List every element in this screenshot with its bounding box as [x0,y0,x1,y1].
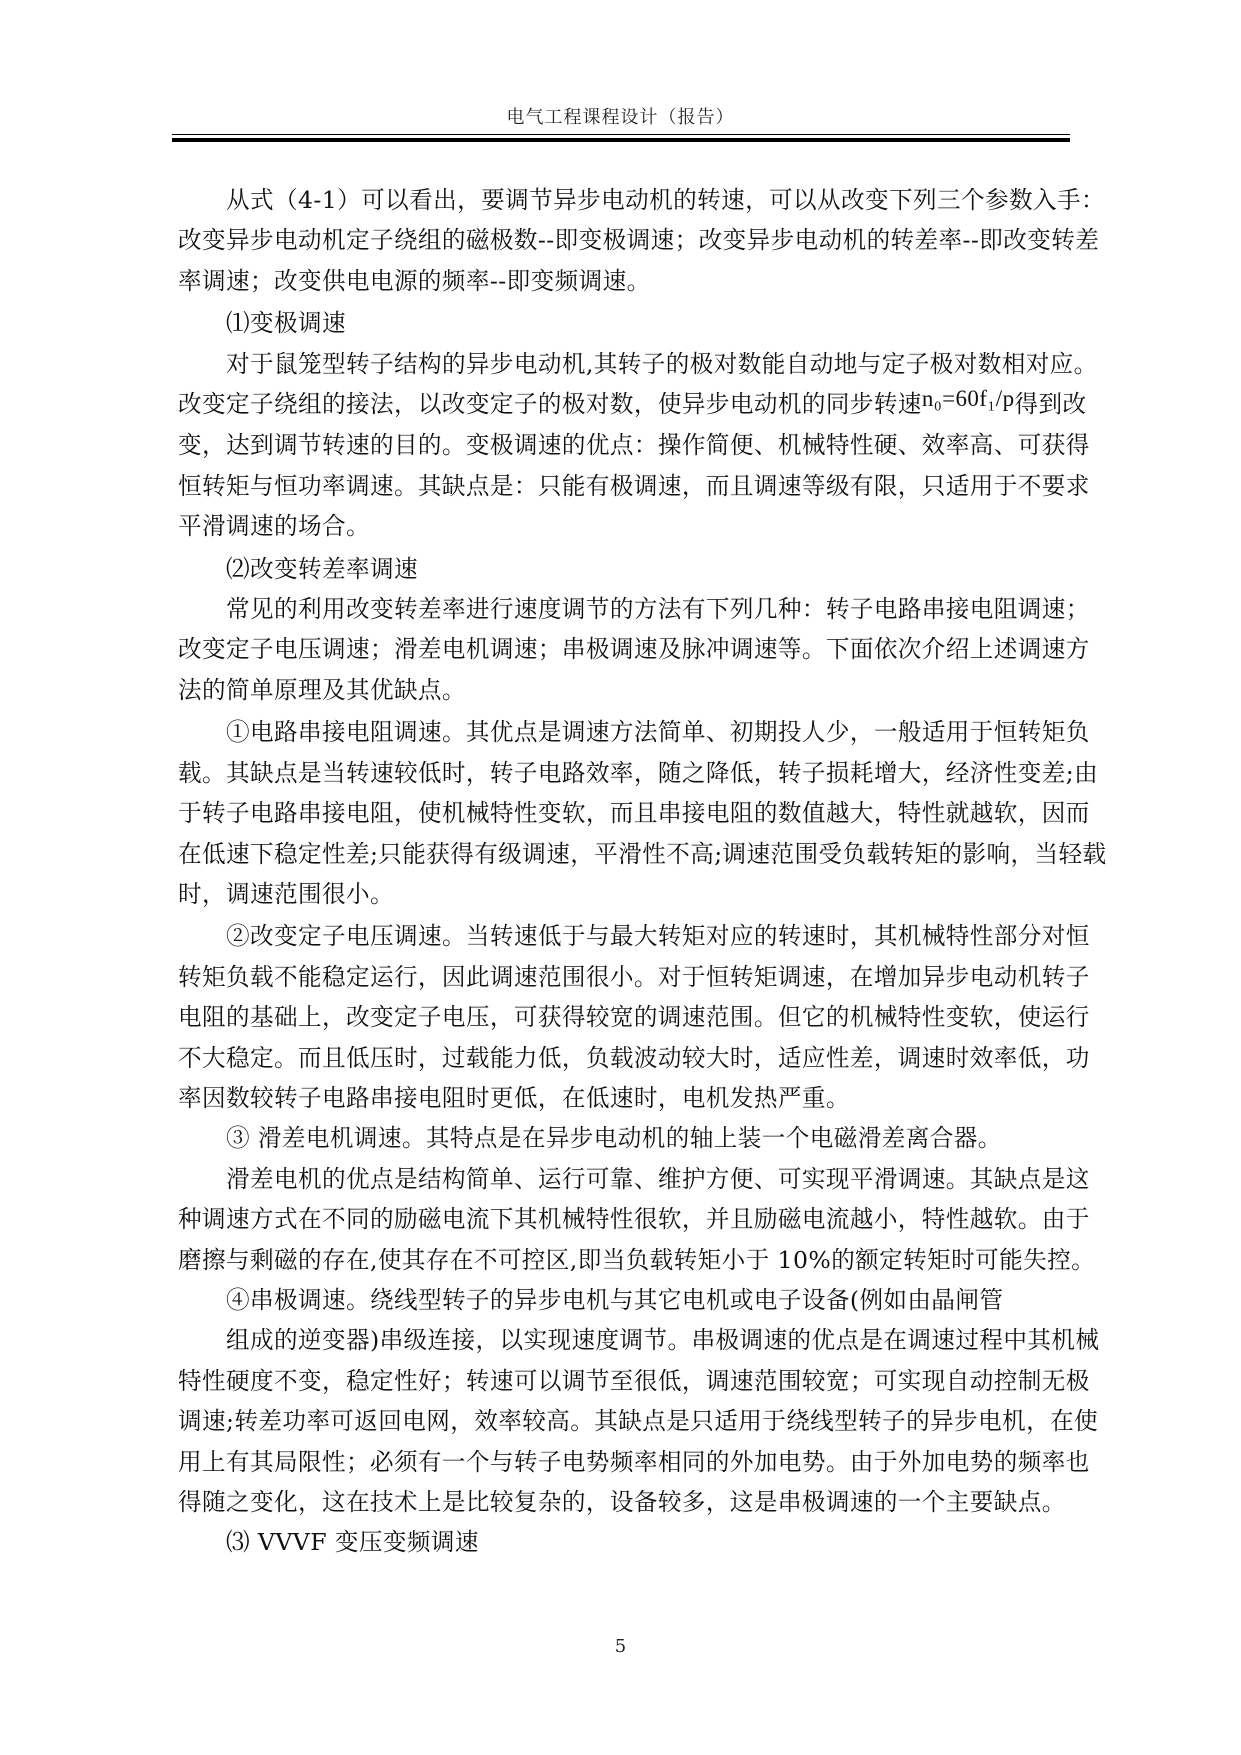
synchronous-speed-formula: n₀=60f₁/p [921,386,1015,412]
paragraph-stator-voltage: ②改变定子电压调速。当转速低于与最大转矩对应的转速时，其机械特性部分对恒转矩负载不能稳定运行，因此调速范围很小。对于恒转矩调速，在增加异步电动机转子电阻的基础上，改变定子电压，可获得较宽的调速范围。但它的机械特性变软，使运行不大稳定。而且低压时，过载能力低，负载波动较大时，适应性差，调速时效率低，功率因数较转子电路串接电阻时更低，在低速时，电机发热严重。 [178,922,1090,1112]
paragraph-pole-changing [178,344,1113,547]
paragraph-rotor-resistance: ①电路串接电阻调速。其优点是调速方法简单、初期投人少，一般适用于恒转矩负载。其缺点是当转速较低时，转子电路效率，随之降低，转子损耗增大，经济性变差;由于转子电路串接电阻，使机械特性变软，而且串接电阻的数值越大，特性就越软，因而在低速下稳定性差;只能获得有级调速，平滑性不高;调速范围受负载转矩的影响，当轻载时，调速范围很小。 [178,718,1107,908]
paragraph-cascade-intro: ④串极调速。绕线型转子的异步电机与其它电机或电子设备(例如由晶闸管 [226,1285,1004,1314]
page-header-title: 电气工程课程设计（报告） [506,107,735,128]
paragraph-pole-changing-text-b: 得到改变，达到调节转速的目的。变极调速的优点：操作简便、机械特性硬、效率高、可获得恒转矩与恒功率调速。其缺点是：只能有极调速，而且调速等级有限，只适用于不要求平滑调速的场合。 [178,390,1090,541]
paragraph-cascade-details: 组成的逆变器)串级连接，以实现速度调节。串极调速的优点是在调速过程中其机械特性硬度不变，稳定性好；转速可以调节至很低，调速范围较宽；可实现自动控制无极调速;转差功率可返回电网，效率较高。其缺点是只适用于绕线型转子的异步电机，在使用上有其局限性；必须有一个与转子电势频率相同的外加电势。由于外加电势的频率也得随之变化，这在技术上是比较复杂的，设备较多，这是串极调速的一个主要缺点。 [178,1326,1100,1516]
heading-vvvf: ⑶ VVVF 变压变频调速 [226,1528,479,1557]
document-body [178,180,1113,1563]
paragraph-slip-methods: 常见的利用改变转差率进行速度调节的方法有下列几种：转子电路串接电阻调速；改变定子电压调速；滑差电机调速；串极调速及脉冲调速等。下面依次介绍上述调速方法的简单原理及其优缺点。 [178,595,1090,704]
paragraph-slip-motor: ③ 滑差电机调速。其特点是在异步电动机的轴上装一个电磁滑差离合器。 [226,1124,1002,1153]
paragraph-intro: 从式（4-1）可以看出，要调节异步电动机的转速，可以从改变下列三个参数入手：改变异步电动机定子绕组的磁极数--即变极调速；改变异步电动机的转差率--即改变转差率调速；改变供电电源的频率--即变频调速。 [178,186,1105,295]
heading-slip-control: ⑵改变转差率调速 [226,554,418,583]
header-rule-thick [172,138,1070,142]
header-rule-thin [172,134,1070,135]
heading-pole-changing: ⑴变极调速 [226,309,346,338]
paragraph-slip-motor-details: 滑差电机的优点是结构简单、运行可靠、维护方便、可实现平滑调速。其缺点是这种调速方式在不同的励磁电流下其机械特性很软，并且励磁电流越小，特性越软。由于磨擦与剩磁的存在,使其存在不可控区,即当负载转矩小于 10%的额定转矩时可能失控。 [178,1164,1096,1274]
paragraph-pole-changing-text-a: 对于鼠笼型转子结构的异步电动机,其转子的极对数能自动地与定子极对数相对应。改变定子绕组的接法，以改变定子的极对数，使异步电动机的同步转速 [178,349,1098,419]
page-number: 5 [614,1636,627,1657]
